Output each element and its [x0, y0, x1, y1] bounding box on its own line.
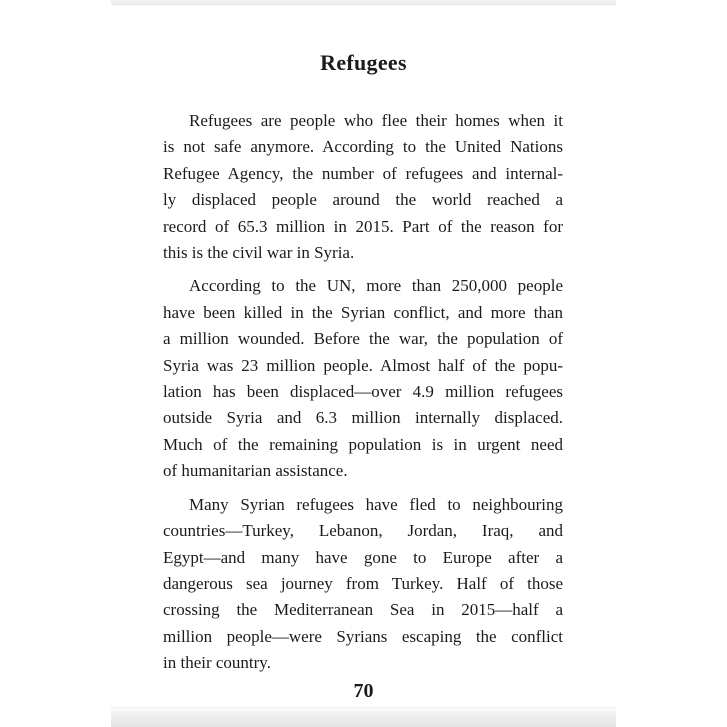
text-line: crossing the Mediterranean Sea in 2015—half a — [163, 600, 563, 620]
text-line: a million wounded. Before the war, the population of — [163, 329, 563, 349]
text-line: dangerous sea journey from Turkey. Half of those — [163, 573, 563, 593]
text-line: Syria was 23 million people. Almost half of the popu- — [163, 355, 563, 375]
page-number: 70 — [353, 680, 374, 702]
text-line: Refugees are people who flee their homes when it — [189, 111, 563, 130]
text-line: Much of the remaining population is in urgent need — [163, 434, 563, 454]
text-line: ly displaced people around the world reached a — [163, 190, 563, 210]
text-line: outside Syria and 6.3 million internally displaced. — [163, 408, 563, 428]
chapter-title: Refugees — [320, 50, 407, 75]
text-line: Egypt—and many have gone to Europe after a — [163, 547, 563, 567]
text-line: have been killed in the Syrian conflict, and more than — [163, 302, 563, 322]
text-line: Refugee Agency, the number of refugees and internal- — [163, 163, 563, 183]
body-text — [163, 108, 563, 684]
text-line: According to the UN, more than 250,000 people — [189, 276, 563, 296]
text-line: lation has been displaced—over 4.9 million refugees — [163, 382, 563, 402]
text-line: million people—were Syrians escaping the conflict — [163, 626, 563, 646]
text-line: is not safe anymore. According to the United Nations — [163, 137, 563, 157]
text-line: countries—Turkey, Lebanon, Jordan, Iraq, and — [163, 521, 563, 541]
book-page — [111, 5, 616, 708]
text-line: Many Syrian refugees have fled to neighbouring — [189, 494, 563, 514]
paragraph — [163, 492, 563, 677]
text-line: record of 65.3 million in 2015. Part of the reason for — [163, 216, 563, 236]
text-line: in their country. — [163, 653, 271, 673]
next-page-edge — [111, 707, 616, 727]
paragraph — [163, 273, 563, 484]
text-line: this is the civil war in Syria. — [163, 243, 355, 263]
text-line: of humanitarian assistance. — [163, 461, 348, 481]
paragraph — [163, 108, 563, 266]
